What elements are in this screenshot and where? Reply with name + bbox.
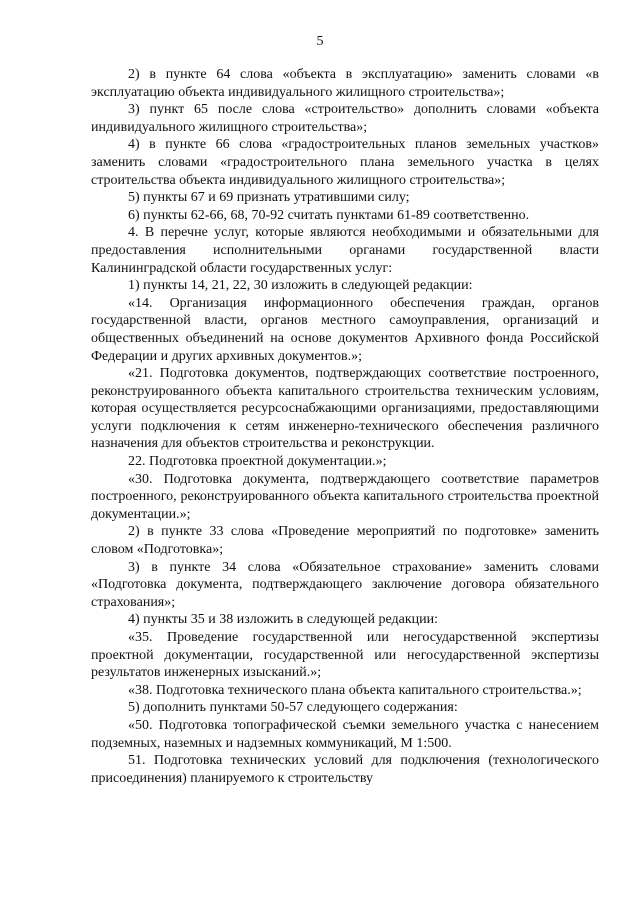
document-body [91,66,599,787]
paragraph: 4) в пункте 66 слова «градостроительных планов земельных участков» заменить словами «градостроительного плана земельного участка в целях строительства объекта индивидуального жилищного строительства»; [91,137,599,188]
paragraph: 5) дополнить пунктами 50-57 следующего содержания: [128,700,458,716]
paragraph: 4) пункты 35 и 38 изложить в следующей редакции: [128,612,439,628]
paragraph: 22. Подготовка проектной документации.»; [128,454,387,470]
paragraph: 51. Подготовка технических условий для подключения (технологического присоединения) планируемого к строительству [91,753,599,786]
paragraph: 6) пункты 62-66, 68, 70-92 считать пунктами 61-89 соответственно. [128,207,530,223]
paragraph: «14. Организация информационного обеспечения граждан, органов государственной власти, органов местного самоуправления, организаций и общественных объединений на основе документов Архивного фонда Российской Федерации и других архивных документов.»; [91,295,599,364]
paragraph: 5) пункты 67 и 69 признать утратившими силу; [128,190,410,206]
paragraph: 4. В перечне услуг, которые являются необходимыми и обязательными для предоставления исполнительными органами государственной власти Калининградской области государственных услуг: [91,225,599,276]
paragraph: «30. Подготовка документа, подтверждающего соответствие параметров построенного, реконструированного объекта капитального строительства проектной документации.»; [91,471,599,522]
paragraph: «38. Подготовка технического плана объекта капитального строительства.»; [128,682,582,698]
paragraph: «21. Подготовка документов, подтверждающих соответствие построенного, реконструированного объекта капитального строительства техническим условиям, которая осуществляется ресурсоснабжающими организациями, предоставляющими услуги подключения к сетям инженерно-технического обеспечения различного назначения для объектов строительства и реконструкции. [91,366,599,452]
paragraph: 1) пункты 14, 21, 22, 30 изложить в следующей редакции: [128,278,473,294]
paragraph: 3) пункт 65 после слова «строительство» дополнить словами «объекта индивидуального жилищного строительства»; [91,102,599,135]
paragraph: 2) в пункте 33 слова «Проведение мероприятий по подготовке» заменить словом «Подготовка»; [91,524,599,558]
paragraph: «35. Проведение государственной или негосударственной экспертизы проектной документации, государственной или негосударственной экспертизы результатов инженерных изысканий.»; [91,630,599,681]
page-number: 5 [316,34,324,49]
paragraph: «50. Подготовка топографической съемки земельного участка с нанесением подземных, наземных и надземных коммуникаций, М 1:500. [91,717,599,751]
paragraph: 3) в пункте 34 слова «Обязательное страхование» заменить словами «Подготовка документа, подтверждающего заключение договора обязательного страхования»; [91,559,599,610]
paragraph: 2) в пункте 64 слова «объекта в эксплуатацию» заменить словами «в эксплуатацию объекта индивидуального жилищного строительства»; [91,67,599,100]
